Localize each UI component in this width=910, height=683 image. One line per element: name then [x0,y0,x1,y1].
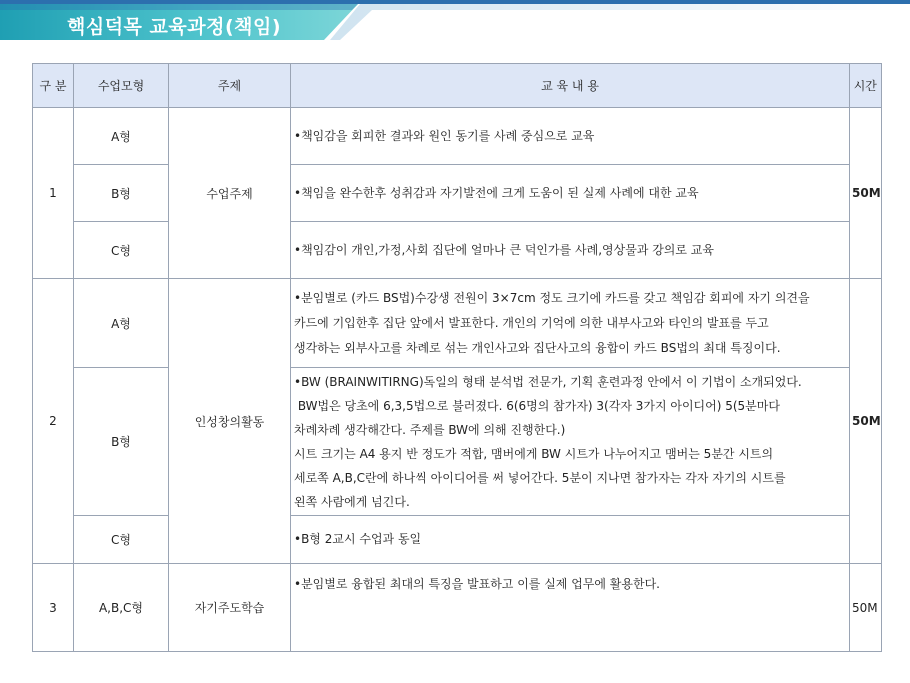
group-number: 2 [33,279,74,564]
class-type: B형 [74,368,169,516]
content-line: •책임감이 개인,가정,사회 집단에 얼마나 큰 덕인가를 사례,영상물과 강의로 교육 [294,242,714,257]
content-line: •BW (BRAINWITIRNG)독일의 형태 분석법 전문가, 기획 훈련과정 안에서 이 기법이 소개되었다. [294,374,802,389]
table-row [33,516,882,564]
topic-cell: 인성창의활동 [169,279,291,564]
header-topic: 주제 [169,64,291,108]
class-type: A,B,C형 [74,564,169,652]
table-row [33,564,882,652]
content-cell [291,564,850,652]
group-number: 3 [33,564,74,652]
header-class-type: 수업모형 [74,64,169,108]
content-line: 왼쪽 사람에게 넘긴다. [294,494,410,509]
table-row [33,368,882,516]
topic-cell: 수업주제 [169,108,291,279]
header-division: 구 분 [33,64,74,108]
table-row [33,165,882,222]
content-line: BW법은 당초에 6,3,5법으로 불러졌다. 6(6명의 참가자) 3(각자 3가지 아이디어) 5(5분마다 [294,398,780,413]
group-number: 1 [33,108,74,279]
class-type: C형 [74,516,169,564]
content-cell [291,516,850,564]
header-content: 교 육 내 용 [291,64,850,108]
content-cell [291,279,850,368]
content-line: •책임감을 회피한 결과와 원인 동기를 사례 중심으로 교육 [294,128,595,143]
table-row [33,108,882,165]
topic-cell: 자기주도학습 [169,564,291,652]
class-type: A형 [74,108,169,165]
class-type: B형 [74,165,169,222]
header-time: 시간 [850,64,882,108]
content-line: •분임별로 (카드 BS법)수강생 전원이 3×7cm 정도 크기에 카드를 갖고 책임감 회피에 자기 의견을 [294,290,810,305]
content-line: •B형 2교시 수업과 동일 [294,532,422,546]
content-line: 차례차례 생각해간다. 주제를 BW에 의해 진행한다.) [294,422,566,437]
time-cell: 50M [850,279,882,564]
class-type: C형 [74,222,169,279]
content-cell [291,368,850,516]
content-cell [291,222,850,279]
content-cell [291,108,850,165]
content-line: 세로쪽 A,B,C란에 하나씩 아이디어를 써 넣어간다. 5분이 지나면 참가자는 각자 자기의 시트를 [294,470,786,485]
class-type: A형 [74,279,169,368]
curriculum-table [32,63,882,652]
content-line: •분임별로 융합된 최대의 특징을 발표하고 이를 실제 업무에 활용한다. [294,577,660,591]
title-banner [0,4,910,40]
table-row [33,279,882,368]
table-row [33,222,882,279]
content-line: 카드에 기입한후 집단 앞에서 발표한다. 개인의 기억에 의한 내부사고와 타인의 발표를 두고 [294,315,769,330]
content-cell [291,165,850,222]
content-line: •책임을 완수한후 성취감과 자기발전에 크게 도움이 된 실제 사례에 대한 교육 [294,185,699,200]
time-cell: 50M [850,564,882,652]
page-title: 핵심덕목 교육과정(책임) [67,16,282,38]
content-line: 생각하는 외부사고를 차례로 섞는 개인사고와 집단사고의 융합이 카드 BS법의 최대 특징이다. [294,340,781,355]
table-header-row [33,64,882,108]
content-line: 시트 크기는 A4 용지 반 정도가 적합, 맴버에게 BW 시트가 나누어지고 맴버는 5분간 시트의 [294,446,774,461]
time-cell: 50M [850,108,882,279]
